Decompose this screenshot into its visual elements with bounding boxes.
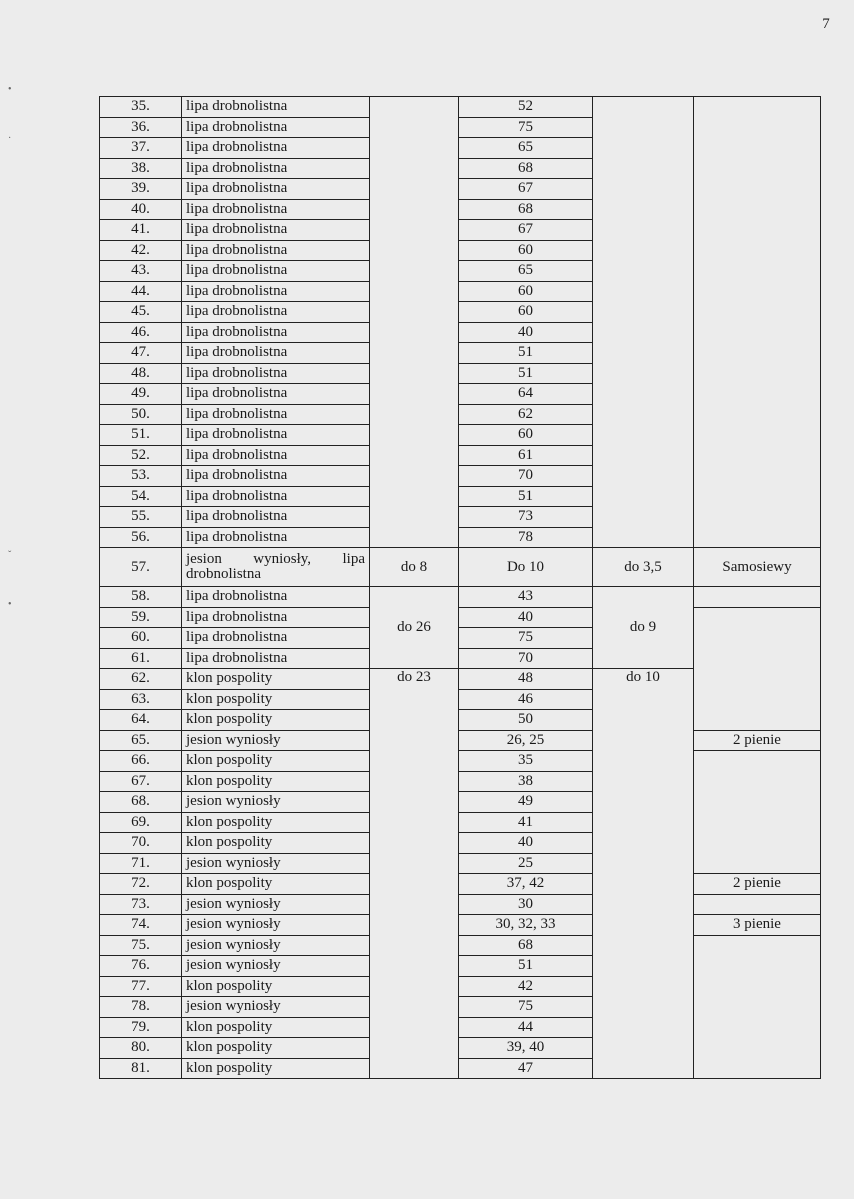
circumference-cell: 47 bbox=[459, 1058, 593, 1079]
circumference-cell: 51 bbox=[459, 363, 593, 384]
binding-mark: ˇ bbox=[8, 550, 12, 561]
table-row bbox=[100, 587, 821, 608]
species-cell: lipa drobnolistna bbox=[182, 97, 370, 118]
species-cell: jesion wyniosły bbox=[182, 792, 370, 813]
circumference-cell: 49 bbox=[459, 792, 593, 813]
circumference-cell: 65 bbox=[459, 138, 593, 159]
row-number: 36. bbox=[100, 117, 182, 138]
species-cell: lipa drobnolistna bbox=[182, 527, 370, 548]
row-number: 39. bbox=[100, 179, 182, 200]
row-number: 58. bbox=[100, 587, 182, 608]
tree-inventory-table bbox=[99, 96, 821, 1079]
circumference-cell: 68 bbox=[459, 935, 593, 956]
row-number: 62. bbox=[100, 669, 182, 690]
species-word: jesion bbox=[186, 551, 222, 567]
table-row bbox=[100, 730, 821, 751]
circumference-cell: 48 bbox=[459, 669, 593, 690]
circumference-cell: 60 bbox=[459, 425, 593, 446]
row-number: 65. bbox=[100, 730, 182, 751]
row-number: 63. bbox=[100, 689, 182, 710]
row-number: 78. bbox=[100, 997, 182, 1018]
row-number: 61. bbox=[100, 648, 182, 669]
species-cell: jesion wyniosły bbox=[182, 853, 370, 874]
row-number: 46. bbox=[100, 322, 182, 343]
circumference-cell: 42 bbox=[459, 976, 593, 997]
species-cell: lipa drobnolistna bbox=[182, 240, 370, 261]
row-number: 73. bbox=[100, 894, 182, 915]
row-number: 72. bbox=[100, 874, 182, 895]
species-cell: lipa drobnolistna bbox=[182, 343, 370, 364]
species-cell: lipa drobnolistna bbox=[182, 507, 370, 528]
row-number: 53. bbox=[100, 466, 182, 487]
species-cell: lipa drobnolistna bbox=[182, 404, 370, 425]
species-cell: lipa drobnolistna bbox=[182, 425, 370, 446]
species-word: lipa bbox=[342, 551, 365, 567]
species-cell: lipa drobnolistna bbox=[182, 363, 370, 384]
circumference-cell: 25 bbox=[459, 853, 593, 874]
row-number: 54. bbox=[100, 486, 182, 507]
notes-cell: Samosiewy bbox=[694, 548, 821, 587]
species-cell: jesion wyniosły bbox=[182, 935, 370, 956]
table-row bbox=[100, 607, 821, 628]
species-cell: lipa drobnolistna bbox=[182, 199, 370, 220]
circumference-cell: 40 bbox=[459, 833, 593, 854]
species-cell: klon pospolity bbox=[182, 874, 370, 895]
species-cell: lipa drobnolistna bbox=[182, 648, 370, 669]
row-number: 64. bbox=[100, 710, 182, 731]
circumference-cell: 26, 25 bbox=[459, 730, 593, 751]
circumference-cell: 67 bbox=[459, 220, 593, 241]
row-number: 70. bbox=[100, 833, 182, 854]
circumference-cell: 64 bbox=[459, 384, 593, 405]
circumference-cell: 35 bbox=[459, 751, 593, 772]
circumference-cell: 75 bbox=[459, 628, 593, 649]
table-row bbox=[100, 915, 821, 936]
notes-cell: 2 pienie bbox=[694, 730, 821, 751]
row-number: 40. bbox=[100, 199, 182, 220]
species-cell: klon pospolity bbox=[182, 689, 370, 710]
binding-mark: · bbox=[8, 133, 12, 144]
row-number: 66. bbox=[100, 751, 182, 772]
notes-cell bbox=[694, 751, 821, 874]
species-cell: klon pospolity bbox=[182, 1017, 370, 1038]
circumference-cell: 51 bbox=[459, 486, 593, 507]
species-cell: klon pospolity bbox=[182, 669, 370, 690]
circumference-cell: 46 bbox=[459, 689, 593, 710]
height-cell: do 8 bbox=[370, 548, 459, 587]
species-cell: lipa drobnolistna bbox=[182, 158, 370, 179]
circumference-cell: 41 bbox=[459, 812, 593, 833]
row-number: 48. bbox=[100, 363, 182, 384]
circumference-cell: 78 bbox=[459, 527, 593, 548]
table-row bbox=[100, 874, 821, 895]
species-cell: lipa drobnolistna bbox=[182, 486, 370, 507]
circumference-cell: 43 bbox=[459, 587, 593, 608]
row-number: 57. bbox=[100, 548, 182, 587]
circumference-cell: 52 bbox=[459, 97, 593, 118]
circumference-cell: 75 bbox=[459, 117, 593, 138]
row-number: 81. bbox=[100, 1058, 182, 1079]
circumference-cell: 73 bbox=[459, 507, 593, 528]
circumference-cell: 30 bbox=[459, 894, 593, 915]
circumference-cell: 62 bbox=[459, 404, 593, 425]
notes-cell: 2 pienie bbox=[694, 874, 821, 895]
circumference-cell: 39, 40 bbox=[459, 1038, 593, 1059]
species-cell: lipa drobnolistna bbox=[182, 117, 370, 138]
row-number: 77. bbox=[100, 976, 182, 997]
circumference-cell: 30, 32, 33 bbox=[459, 915, 593, 936]
table-row bbox=[100, 548, 821, 587]
row-number: 45. bbox=[100, 302, 182, 323]
table-row bbox=[100, 751, 821, 772]
notes-cell: 3 pienie bbox=[694, 915, 821, 936]
notes-cell bbox=[694, 587, 821, 608]
species-cell: klon pospolity bbox=[182, 771, 370, 792]
species-cell: lipa drobnolistna bbox=[182, 607, 370, 628]
circumference-cell: 50 bbox=[459, 710, 593, 731]
circumference-cell: 75 bbox=[459, 997, 593, 1018]
table-row bbox=[100, 97, 821, 118]
notes-cell bbox=[694, 894, 821, 915]
species-cell: jesion wyniosły bbox=[182, 894, 370, 915]
species-cell: klon pospolity bbox=[182, 1058, 370, 1079]
row-number: 56. bbox=[100, 527, 182, 548]
crown-cell bbox=[593, 97, 694, 548]
species-cell: klon pospolity bbox=[182, 833, 370, 854]
row-number: 74. bbox=[100, 915, 182, 936]
row-number: 80. bbox=[100, 1038, 182, 1059]
species-cell: lipa drobnolistna bbox=[182, 179, 370, 200]
species-cell: lipa drobnolistna bbox=[182, 628, 370, 649]
circumference-cell: 68 bbox=[459, 199, 593, 220]
crown-cell: do 10 bbox=[593, 669, 694, 1079]
row-number: 42. bbox=[100, 240, 182, 261]
species-cell: lipa drobnolistna bbox=[182, 587, 370, 608]
species-cell: lipa drobnolistna bbox=[182, 466, 370, 487]
species-word: wyniosły, bbox=[253, 551, 312, 567]
height-cell: do 23 bbox=[370, 669, 459, 1079]
notes-cell bbox=[694, 607, 821, 730]
species-cell: lipa drobnolistna bbox=[182, 281, 370, 302]
species-cell: klon pospolity bbox=[182, 812, 370, 833]
row-number: 76. bbox=[100, 956, 182, 977]
binding-mark: • bbox=[8, 84, 12, 95]
row-number: 44. bbox=[100, 281, 182, 302]
circumference-cell: 44 bbox=[459, 1017, 593, 1038]
height-cell bbox=[370, 97, 459, 548]
crown-cell: do 3,5 bbox=[593, 548, 694, 587]
circumference-cell: 70 bbox=[459, 648, 593, 669]
species-cell: klon pospolity bbox=[182, 1038, 370, 1059]
species-cell: klon pospolity bbox=[182, 751, 370, 772]
circumference-cell: 37, 42 bbox=[459, 874, 593, 895]
circumference-cell: 38 bbox=[459, 771, 593, 792]
species-cell: lipa drobnolistna bbox=[182, 322, 370, 343]
binding-mark: • bbox=[8, 599, 12, 610]
species-word: drobnolistna bbox=[186, 566, 261, 582]
row-number: 50. bbox=[100, 404, 182, 425]
circumference-cell: 60 bbox=[459, 240, 593, 261]
row-number: 51. bbox=[100, 425, 182, 446]
circumference-cell: 65 bbox=[459, 261, 593, 282]
circumference-cell: 68 bbox=[459, 158, 593, 179]
row-number: 47. bbox=[100, 343, 182, 364]
species-cell: lipa drobnolistna bbox=[182, 384, 370, 405]
row-number: 79. bbox=[100, 1017, 182, 1038]
circumference-cell: 40 bbox=[459, 322, 593, 343]
row-number: 38. bbox=[100, 158, 182, 179]
circumference-cell: 67 bbox=[459, 179, 593, 200]
notes-cell bbox=[694, 97, 821, 548]
row-number: 68. bbox=[100, 792, 182, 813]
row-number: 60. bbox=[100, 628, 182, 649]
row-number: 41. bbox=[100, 220, 182, 241]
circumference-cell: Do 10 bbox=[459, 548, 593, 587]
species-cell: jesion wyniosły bbox=[182, 730, 370, 751]
row-number: 55. bbox=[100, 507, 182, 528]
species-cell: jesion wyniosły bbox=[182, 956, 370, 977]
species-cell: jesion wyniosły bbox=[182, 915, 370, 936]
row-number: 49. bbox=[100, 384, 182, 405]
row-number: 67. bbox=[100, 771, 182, 792]
row-number: 43. bbox=[100, 261, 182, 282]
table-row bbox=[100, 935, 821, 956]
circumference-cell: 60 bbox=[459, 302, 593, 323]
circumference-cell: 70 bbox=[459, 466, 593, 487]
species-cell: klon pospolity bbox=[182, 710, 370, 731]
row-number: 35. bbox=[100, 97, 182, 118]
circumference-cell: 61 bbox=[459, 445, 593, 466]
species-cell: lipa drobnolistna bbox=[182, 220, 370, 241]
page-number: 7 bbox=[822, 16, 830, 32]
row-number: 52. bbox=[100, 445, 182, 466]
crown-cell: do 9 bbox=[593, 587, 694, 669]
circumference-cell: 40 bbox=[459, 607, 593, 628]
circumference-cell: 60 bbox=[459, 281, 593, 302]
species-cell: jesion wyniosły bbox=[182, 997, 370, 1018]
height-cell: do 26 bbox=[370, 587, 459, 669]
species-cell: klon pospolity bbox=[182, 976, 370, 997]
species-cell bbox=[182, 548, 370, 587]
row-number: 59. bbox=[100, 607, 182, 628]
row-number: 69. bbox=[100, 812, 182, 833]
species-cell: lipa drobnolistna bbox=[182, 138, 370, 159]
circumference-cell: 51 bbox=[459, 956, 593, 977]
species-cell: lipa drobnolistna bbox=[182, 261, 370, 282]
circumference-cell: 51 bbox=[459, 343, 593, 364]
table-row bbox=[100, 894, 821, 915]
species-cell: lipa drobnolistna bbox=[182, 302, 370, 323]
row-number: 75. bbox=[100, 935, 182, 956]
row-number: 71. bbox=[100, 853, 182, 874]
notes-cell bbox=[694, 935, 821, 1079]
species-cell: lipa drobnolistna bbox=[182, 445, 370, 466]
row-number: 37. bbox=[100, 138, 182, 159]
